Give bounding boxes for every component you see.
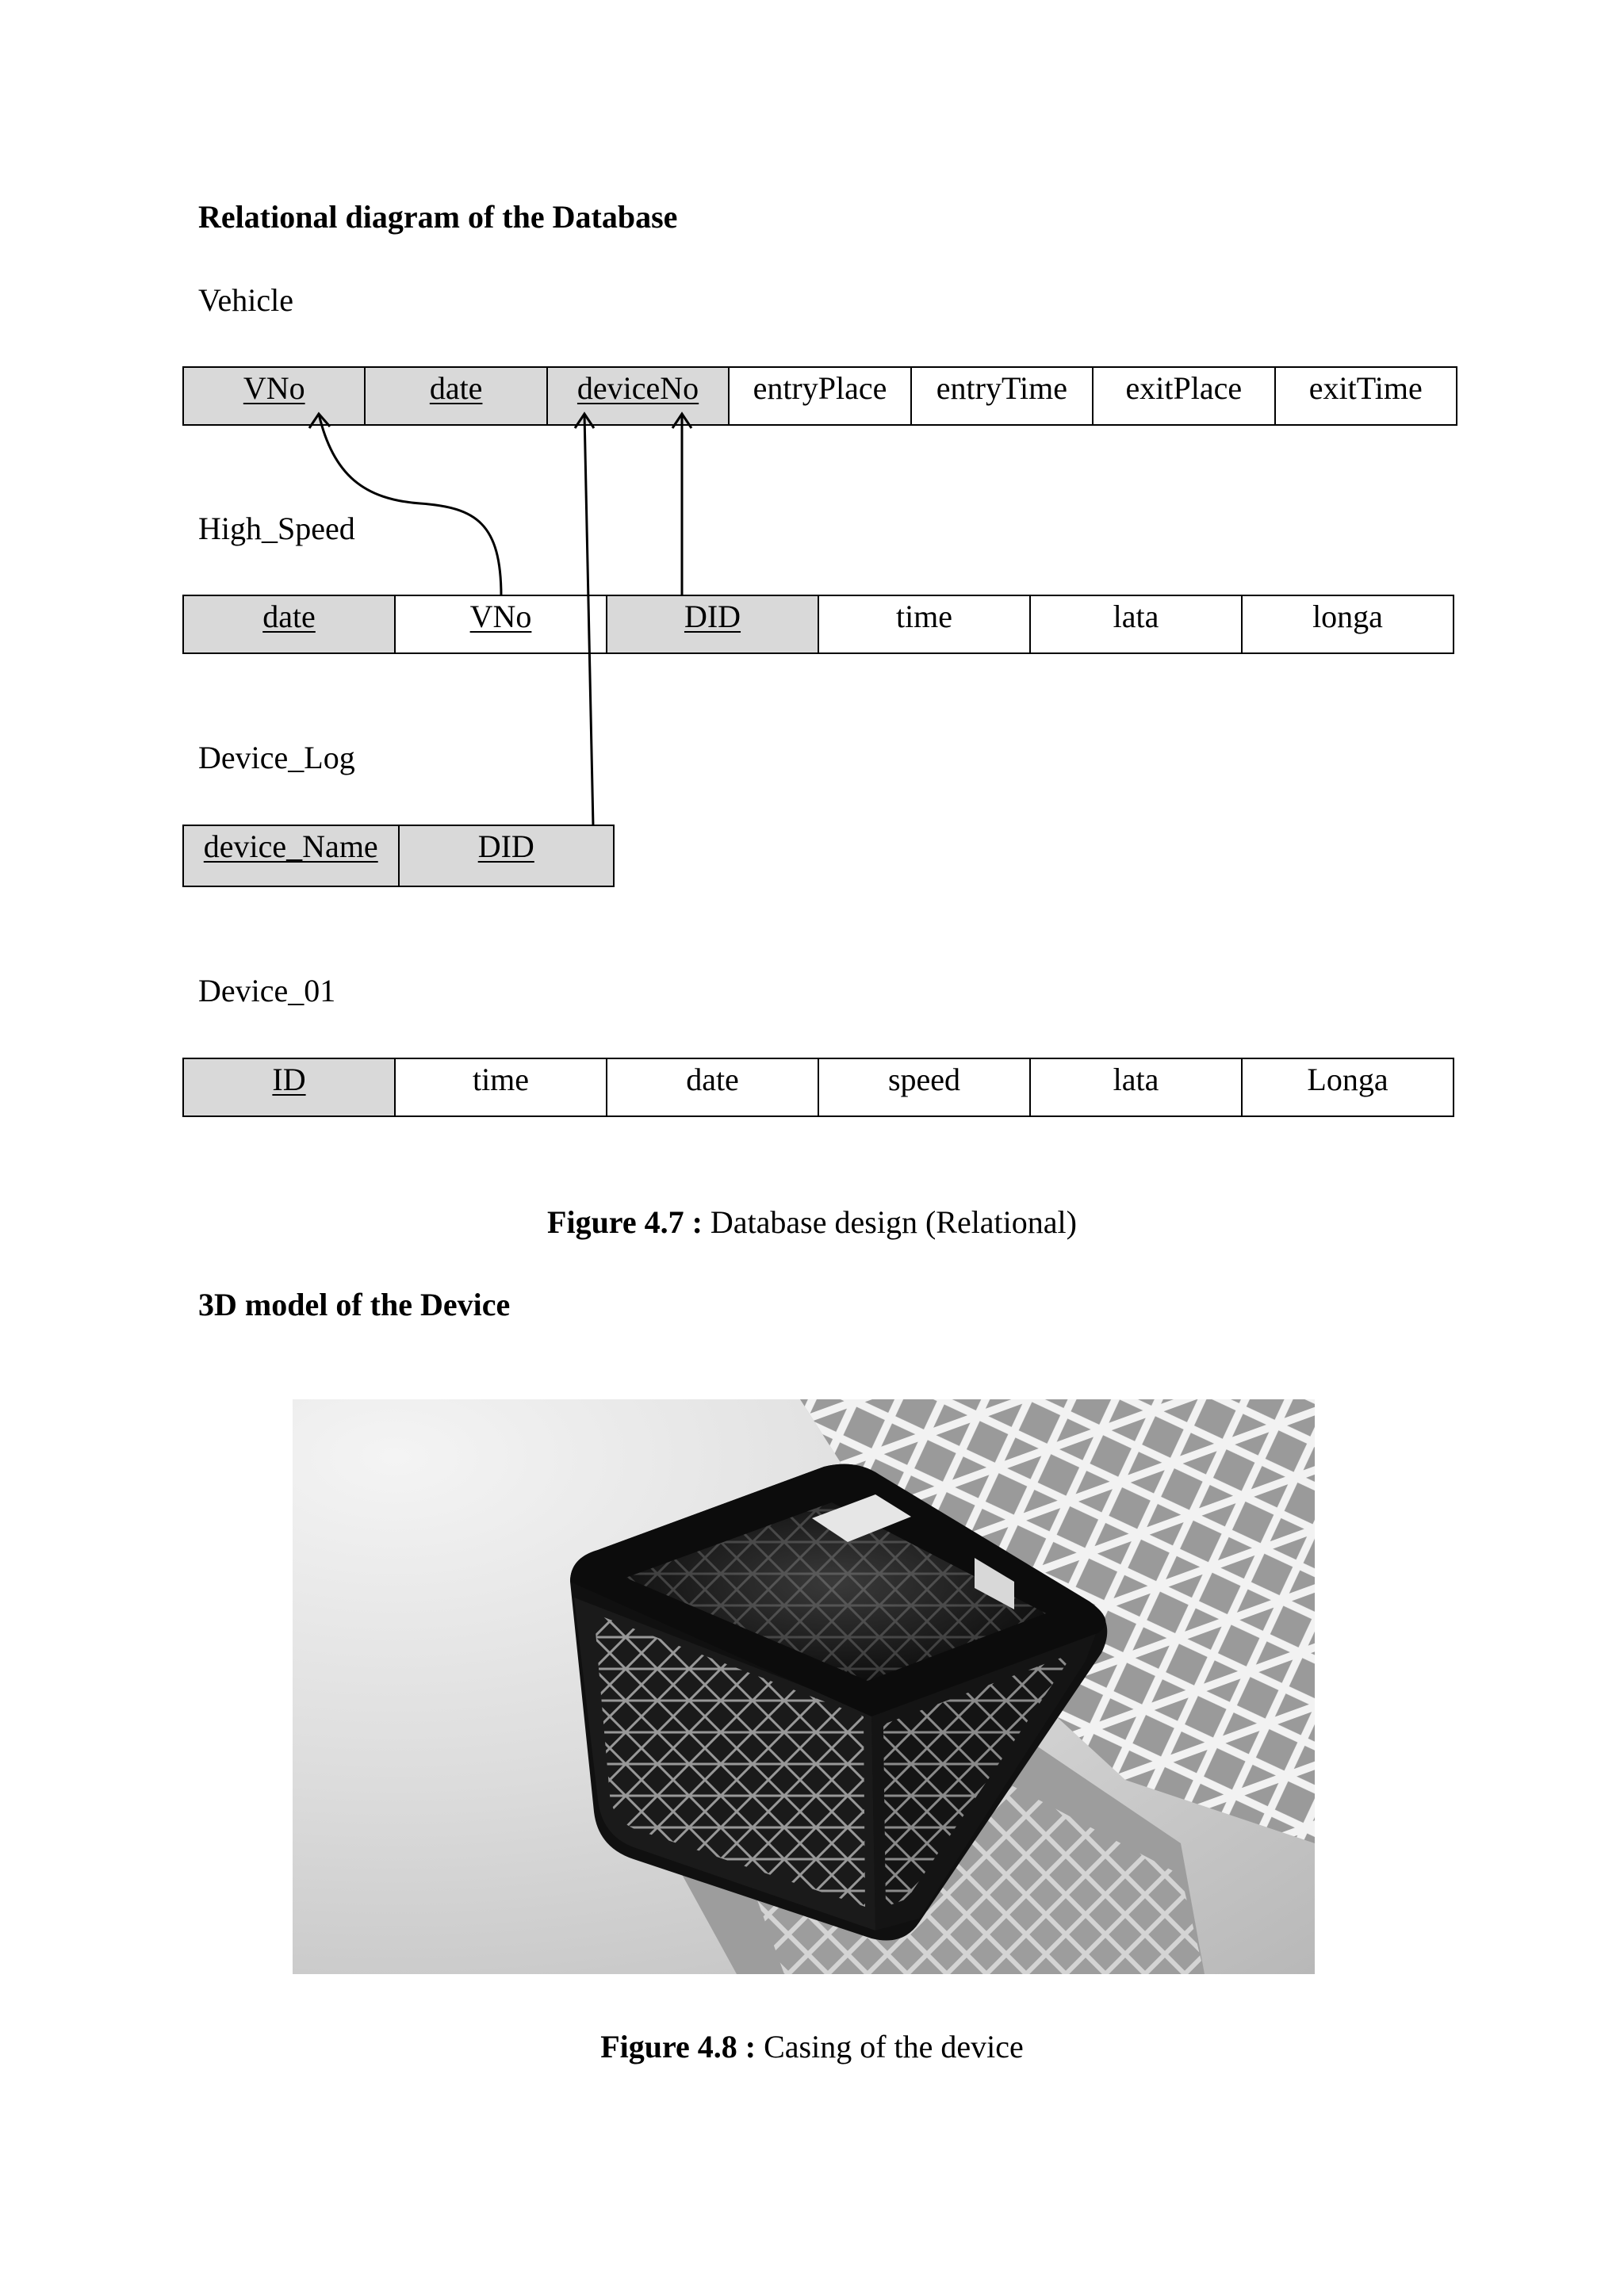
table-name-device-01: Device_01 (198, 973, 336, 1008)
vehicle-col-deviceno: deviceNo (548, 368, 730, 424)
section-heading-relational: Relational diagram of the Database (198, 199, 678, 235)
device-01-col-lata: lata (1031, 1059, 1243, 1115)
table-name-vehicle: Vehicle (198, 282, 293, 318)
vehicle-col-vno: VNo (184, 368, 366, 424)
section-heading-3d: 3D model of the Device (198, 1287, 511, 1322)
device-log-col-did: DID (400, 826, 614, 886)
high-speed-col-date: date (184, 596, 396, 652)
device-01-col-speed: speed (819, 1059, 1031, 1115)
high-speed-col-did: DID (607, 596, 819, 652)
table-name-device-log: Device_Log (198, 740, 355, 775)
device-01-col-time: time (396, 1059, 607, 1115)
table-high-speed (182, 595, 1454, 654)
table-device-01 (182, 1058, 1454, 1117)
figure-4-8-text: Casing of the device (756, 2029, 1024, 2064)
figure-4-8-caption (0, 2028, 1624, 2065)
high-speed-col-longa: longa (1243, 596, 1453, 652)
vehicle-col-entrytime: entryTime (912, 368, 1094, 424)
figure-4-8-label: Figure 4.8 : (600, 2029, 756, 2064)
table-vehicle (182, 366, 1457, 426)
table-device-log (182, 825, 615, 887)
figure-4-7-caption (0, 1203, 1624, 1241)
table-name-high-speed: High_Speed (198, 511, 355, 546)
vehicle-col-date: date (366, 368, 547, 424)
relationship-arrows (0, 0, 1624, 951)
vehicle-col-entryplace: entryPlace (730, 368, 911, 424)
device-01-col-date: date (607, 1059, 819, 1115)
high-speed-col-vno: VNo (396, 596, 607, 652)
arrow-high-speed-vno-to-vehicle-vno (319, 414, 501, 596)
high-speed-col-lata: lata (1031, 596, 1243, 652)
figure-4-7-label: Figure 4.7 : (547, 1204, 703, 1240)
figure-4-7-text: Database design (Relational) (702, 1204, 1077, 1240)
device-casing-render (293, 1399, 1315, 1974)
high-speed-col-time: time (819, 596, 1031, 652)
vehicle-col-exitplace: exitPlace (1094, 368, 1275, 424)
casing-image (293, 1399, 1315, 1974)
device-log-col-device-name: device_Name (184, 826, 400, 886)
vehicle-col-exittime: exitTime (1276, 368, 1456, 424)
device-01-col-id: ID (184, 1059, 396, 1115)
device-01-col-longa: Longa (1243, 1059, 1453, 1115)
